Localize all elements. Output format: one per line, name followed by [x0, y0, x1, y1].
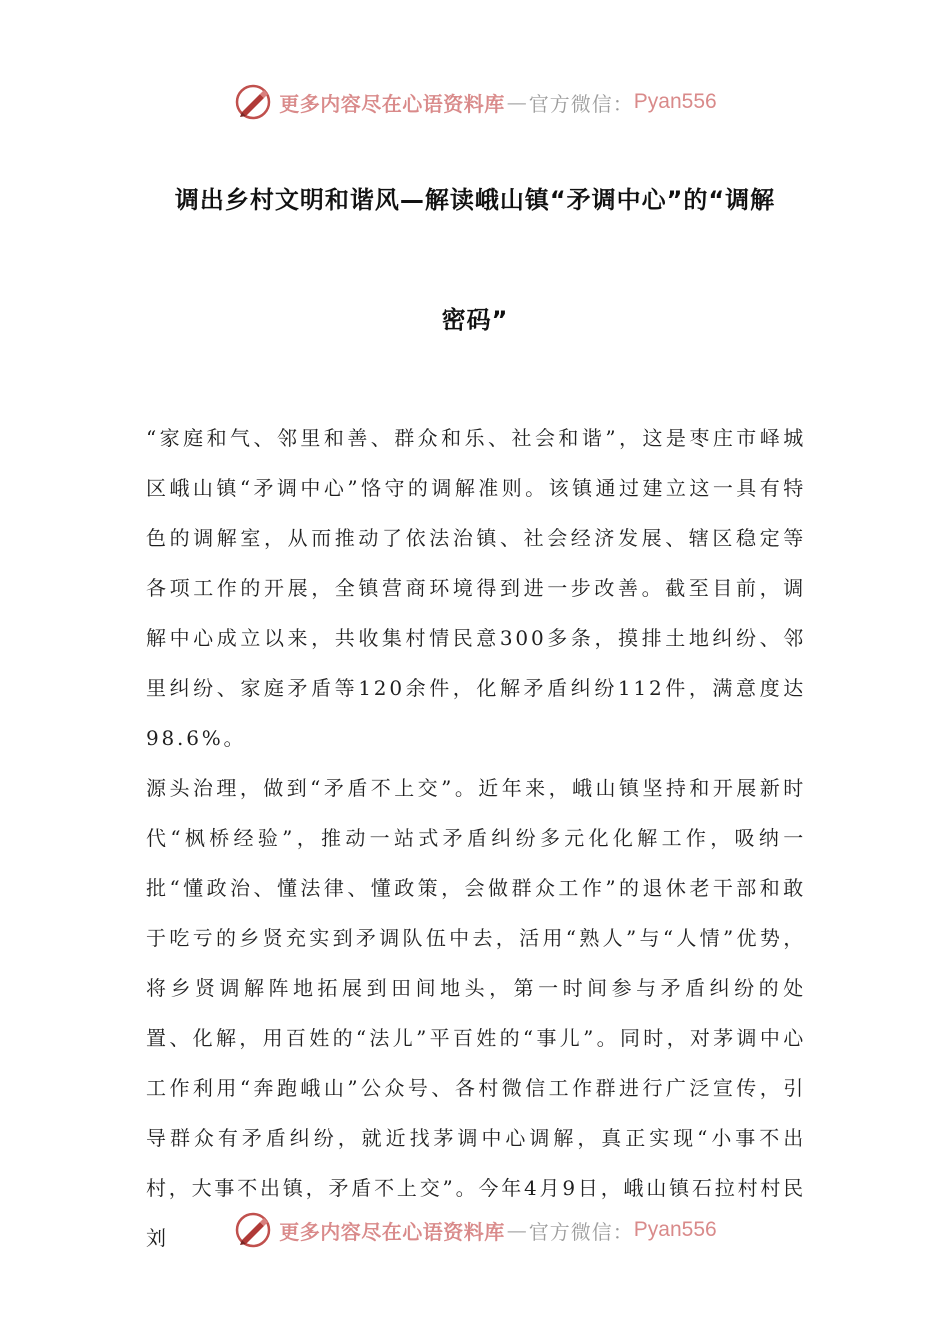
banner-official: 官方微信： — [528, 1219, 634, 1244]
header-banner — [0, 80, 950, 124]
banner-dash: — — [506, 1218, 527, 1242]
document-body — [146, 413, 806, 1263]
banner-wechat-id: Pyan556 — [633, 1218, 717, 1241]
footer-banner — [0, 1208, 950, 1252]
banner-wechat-id: Pyan556 — [633, 90, 717, 113]
banner-official: 官方微信： — [528, 91, 634, 116]
paragraph: 源头治理，做到“矛盾不上交”。近年来，峨山镇坚持和开展新时代“枫桥经验”，推动一站式矛盾纠纷多元化化解工作，吸纳一批“懂政治、懂法律、懂政策，会做群众工作”的退休老干部和敢于吃亏的乡贤充实到矛调队伍中去，活用“熟人”与“人情”优势，将乡贤调解阵地拓展到田间地头，第一时间参与矛盾纠纷的处置、化解，用百姓的“法儿”平百姓的“事儿”。同时，对茅调中心工作利用“奔跑峨山”公众号、各村微信工作群进行广泛宣传，引导群众有矛盾纠纷，就近找茅调中心调解，真正实现“小事不出村，大事不出镇，矛盾不上交”。今年4月9日，峨山镇石拉村村民刘 — [146, 776, 806, 1250]
document-title-line-2: 密码” — [441, 306, 509, 334]
pen-seal-icon — [233, 82, 273, 122]
banner-text: 更多内容尽在心语资料库 — [279, 1219, 505, 1244]
paragraph: “家庭和气、邻里和善、群众和乐、社会和谐”，这是枣庄市峄城区峨山镇“矛调中心”恪守的调解准则。该镇通过建立这一具有特色的调解室，从而推动了依法治镇、社会经济发展、辖区稳定等各项工作的开展，全镇营商环境得到进一步改善。截至目前，调解中心成立以来，共收集村情民意300多条，摸排土地纠纷、邻里纠纷、家庭矛盾等120余件，化解矛盾纠纷112件，满意度达98.6%。 — [146, 426, 806, 750]
pen-seal-icon — [233, 1210, 273, 1250]
banner-text: 更多内容尽在心语资料库 — [279, 91, 505, 116]
banner-dash: — — [506, 90, 527, 114]
document-title-line-1: 调出乡村文明和谐风—解读峨山镇“矛调中心”的“调解 — [174, 186, 776, 214]
